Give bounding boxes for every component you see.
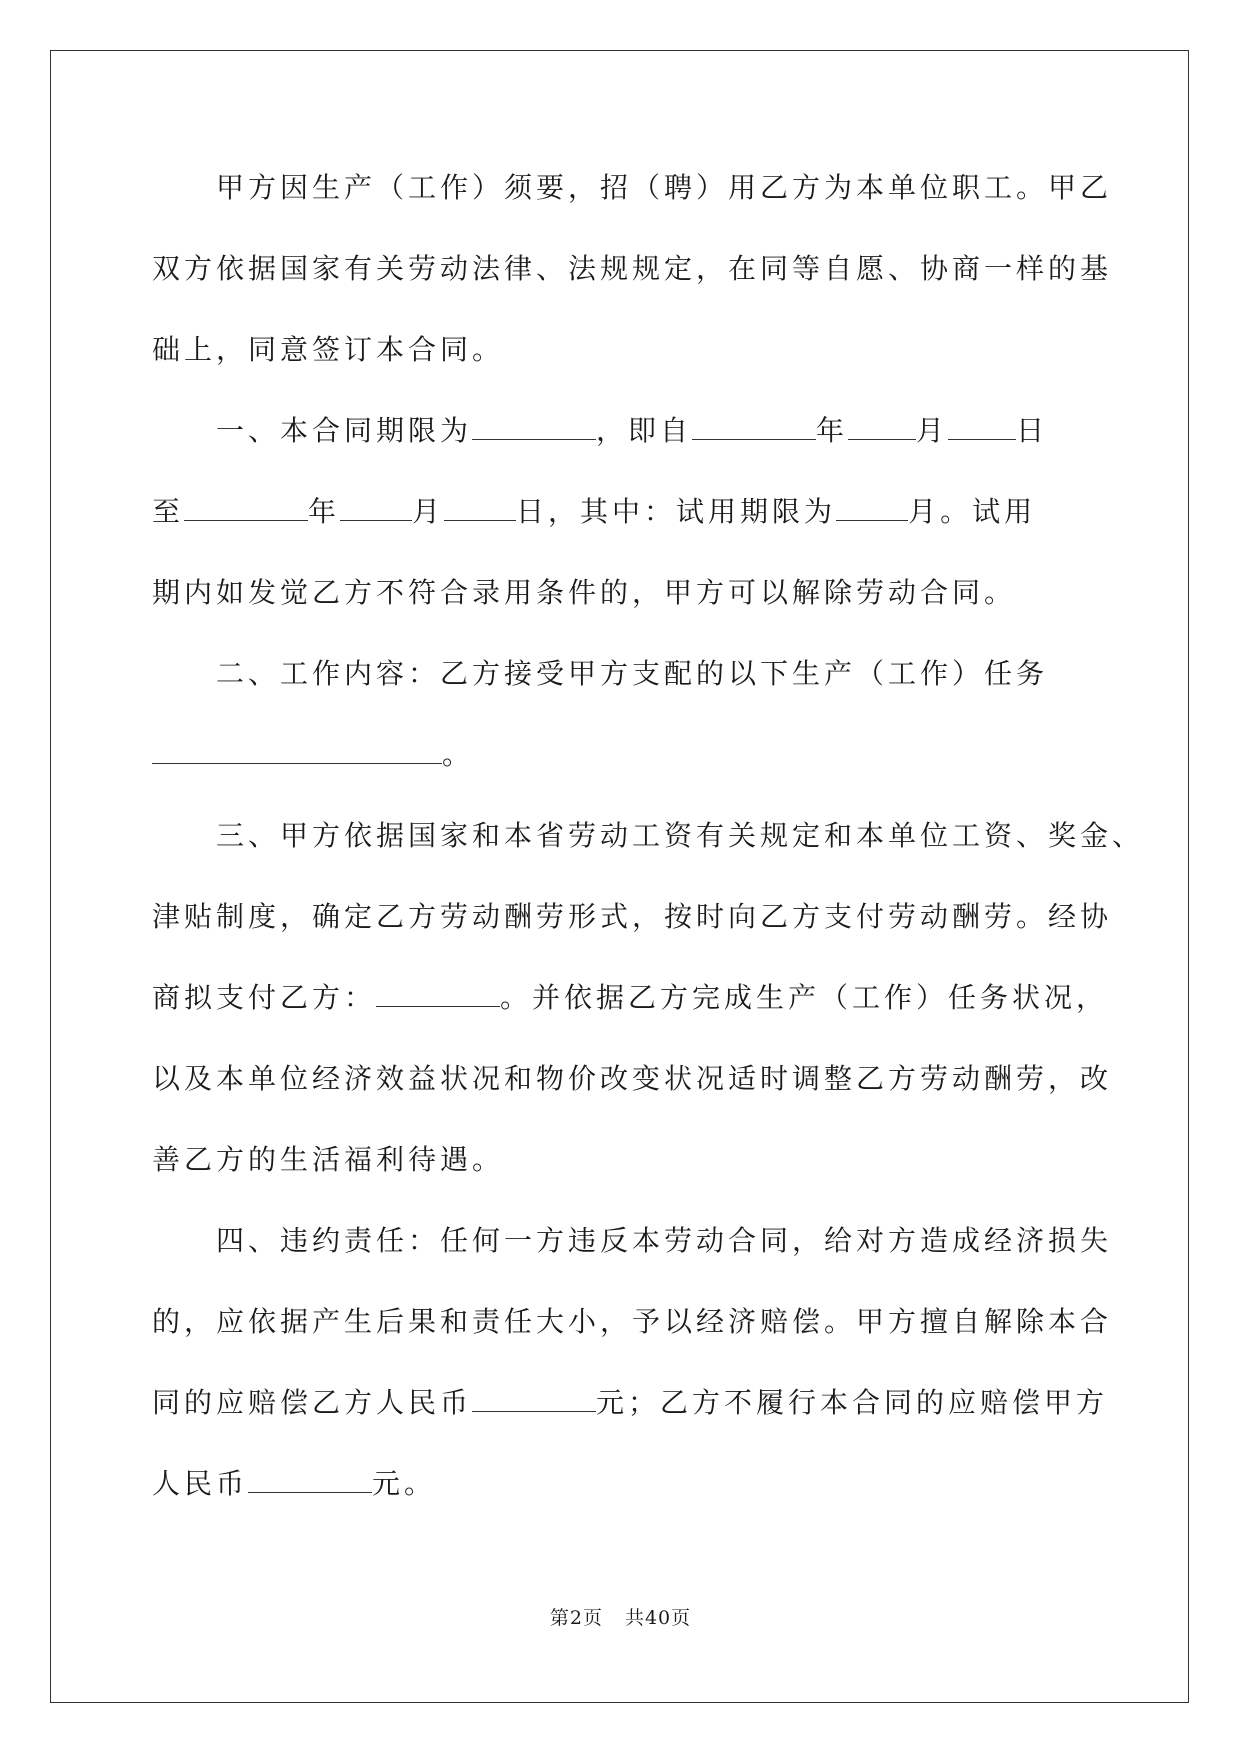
- clause-2-line-2: 。: [152, 727, 1088, 808]
- blank-salary[interactable]: [376, 970, 500, 1007]
- blank-probation-months[interactable]: [836, 484, 908, 521]
- clause-4-line-2: 的，应依据产生后果和责任大小，予以经济赔偿。甲方擅自解除本合: [152, 1305, 1113, 1338]
- clause-1-line-2: 至 年 月 日，其中：试用期限为 月。试用: [152, 484, 1088, 565]
- contract-body: [152, 160, 1145, 1537]
- blank-contract-term[interactable]: [472, 403, 596, 440]
- clause-3-line-2: 津贴制度，确定乙方劳动酬劳形式，按时向乙方支付劳动酬劳。经协: [152, 900, 1113, 933]
- blank-compensation-party-b[interactable]: [472, 1375, 596, 1412]
- paragraph-intro-line-1: 甲方因生产（工作）须要，招（聘）用乙方为本单位职工。甲乙: [216, 171, 1113, 204]
- clause-4-line-4: 人民币 元。: [152, 1456, 1088, 1537]
- clause-4-line-1: 四、违约责任：任何一方违反本劳动合同，给对方造成经济损失: [216, 1224, 1113, 1257]
- blank-start-month[interactable]: [848, 403, 916, 440]
- clause-3-line-1: 三、甲方依据国家和本省劳动工资有关规定和本单位工资、奖金、: [216, 819, 1145, 852]
- page-footer: [0, 1603, 1241, 1630]
- page-number: 第2页: [549, 1607, 603, 1629]
- blank-end-year[interactable]: [184, 484, 308, 521]
- clause-1-line-1: 一、本合同期限为 ，即自 年 月 日: [152, 403, 1088, 484]
- clause-3-line-4: 以及本单位经济效益状况和物价改变状况适时调整乙方劳动酬劳，改: [152, 1062, 1113, 1095]
- clause-3-line-5: 善乙方的生活福利待遇。: [152, 1143, 505, 1176]
- page-total: 共40页: [624, 1607, 692, 1629]
- clause-4-line-3: 同的应赔偿乙方人民币 元；乙方不履行本合同的应赔偿甲方: [152, 1375, 1088, 1456]
- blank-compensation-party-a[interactable]: [248, 1456, 372, 1493]
- blank-work-tasks[interactable]: [152, 727, 442, 764]
- blank-end-month[interactable]: [340, 484, 412, 521]
- clause-3-line-3: 商拟支付乙方： 。并依据乙方完成生产（工作）任务状况，: [152, 970, 1088, 1051]
- clause-1-line-3: 期内如发觉乙方不符合录用条件的，甲方可以解除劳动合同。: [152, 576, 1017, 609]
- paragraph-intro-line-2: 双方依据国家有关劳动法律、法规规定，在同等自愿、协商一样的基: [152, 252, 1113, 285]
- paragraph-intro-line-3: 础上，同意签订本合同。: [152, 333, 505, 366]
- blank-start-day[interactable]: [948, 403, 1016, 440]
- clause-2-line-1: 二、工作内容：乙方接受甲方支配的以下生产（工作）任务: [216, 657, 1049, 690]
- blank-start-year[interactable]: [692, 403, 816, 440]
- blank-end-day[interactable]: [444, 484, 516, 521]
